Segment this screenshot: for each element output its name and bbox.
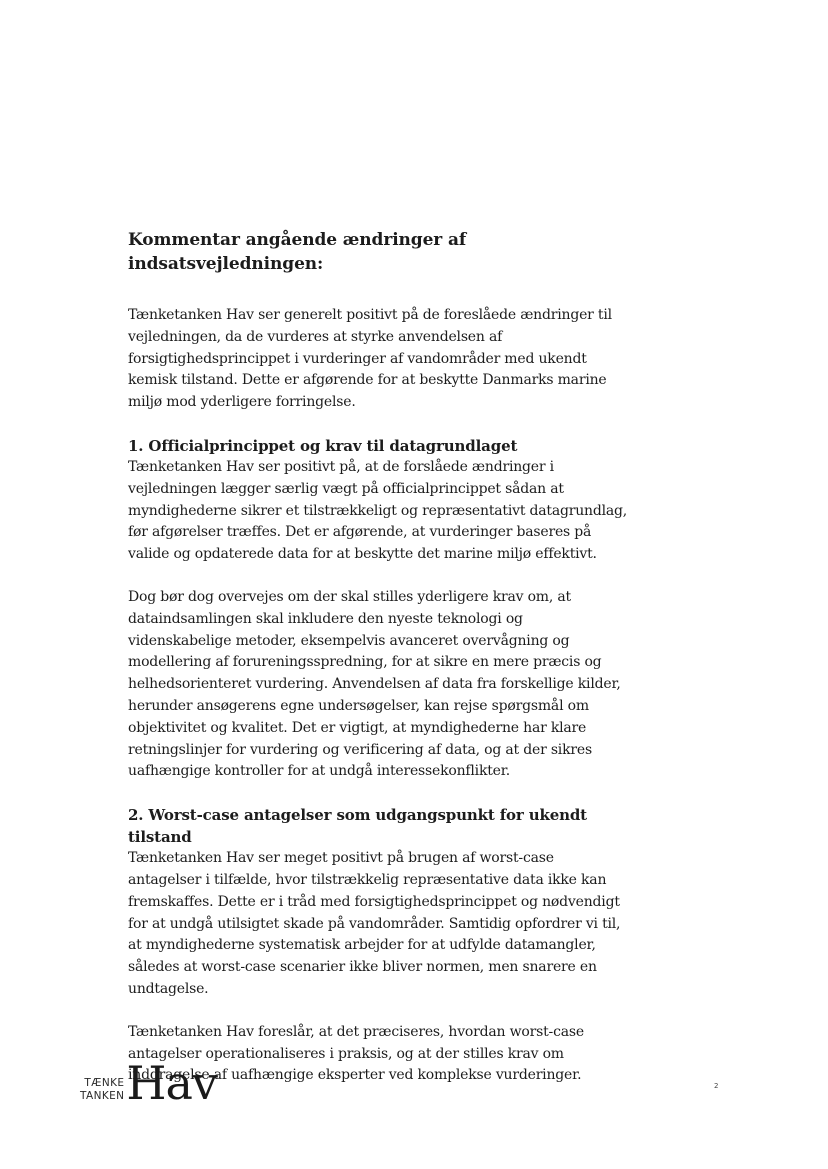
section-2-paragraph-1: Tænketanken Hav ser meget positivt på brugen af worst-case antagelser i tilfælde, hvor tilstrækkelig repræsentative data ikke kan fremskaffes. Dette er i tråd med forsigtighedsprincippet og nødvendigt for at undgå utilsigtet skade på vandområder. Samtidig opfordrer vi til, at myndighederne systematisk arbejder for at udfylde datamangler, således at worst-case scenarier ikke bliver normen, men snarere en undtagelse. (128, 850, 621, 997)
section-1-heading: 1. Officialprincippet og krav til datagrundlaget (128, 436, 518, 455)
tankentanken-hav-logo (80, 1056, 217, 1110)
logo-line-2: TANKEN (80, 1090, 125, 1102)
section-2-heading: 2. Worst-case antagelser som udgangspunkt for ukendt tilstand (128, 806, 587, 847)
document-body (128, 228, 628, 1108)
section-1-paragraph-1: Tænketanken Hav ser positivt på, at de forslåede ændringer i vejledningen lægger særlig vægt på officialprincippet sådan at myndighederne sikrer et tilstrækkeligt og repræsentativt datagrundlag, før afgørelser træffes. Det er afgørende, at vurderinger baseres på valide og opdaterede data for at beskytte det marine miljø effektivt. (128, 458, 628, 563)
section-2-paragraph-2: Tænketanken Hav foreslår, at det præciseres, hvordan worst-case antagelser operationaliseres i praksis, og at der stilles krav om inddragelse af uafhængige eksperter ved komplekse vurderinger. (128, 1023, 584, 1084)
logo-word: Hav (126, 1056, 217, 1110)
logo-small-text (80, 1077, 124, 1106)
section-1-paragraph-2: Dog bør dog overvejes om der skal stilles yderligere krav om, at dataindsamlingen skal inkludere den nyeste teknologi og videnskabelige metoder, eksempelvis avanceret overvågning og modellering af forureningsspredning, for at sikre en mere præcis og helhedsorienteret vurdering. Anvendelsen af data fra forskellige kilder, herunder ansøgerens egne undersøgelser, kan rejse spørgsmål om objektivitet og kvalitet. Det er vigtigt, at myndighederne har klare retningslinjer for vurdering og verificering af data, og at der sikres uafhængige kontroller for at undgå interessekonflikter. (128, 588, 621, 780)
intro-paragraph: Tænketanken Hav ser generelt positivt på de foreslåede ændringer til vejledningen, da de vurderes at styrke anvendelsen af forsigtighedsprincippet i vurderinger af vandområder med ukendt kemisk tilstand. Dette er afgørende for at beskytte Danmarks marine miljø mod yderligere forringelse. (128, 307, 612, 411)
document-title: Kommentar angående ændringer af indsatsvejledningen: (128, 230, 467, 274)
page-number: 2 (714, 1082, 719, 1090)
logo-line-1: TÆNKE (84, 1077, 125, 1089)
